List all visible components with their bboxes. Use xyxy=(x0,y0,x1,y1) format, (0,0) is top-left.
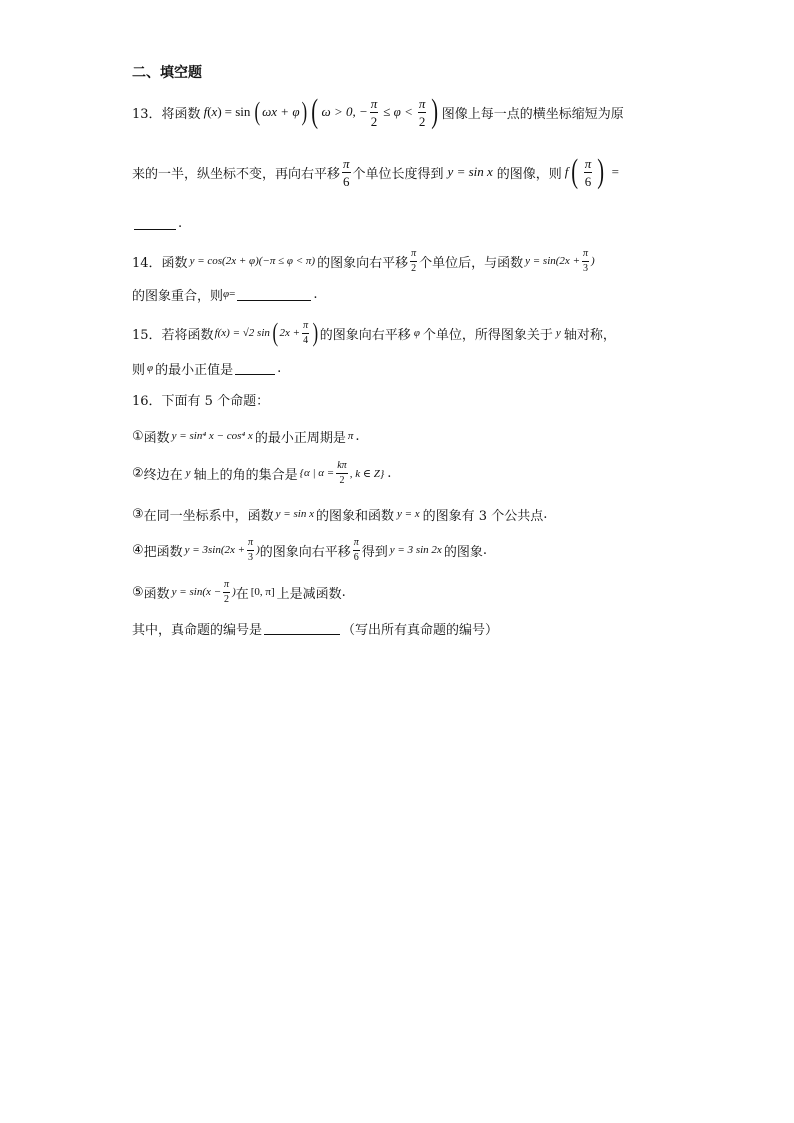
q15-number: 15． xyxy=(132,327,162,343)
q16-item-3: ③ 在同一坐标系中，函数 y = sin x 的图象和函数 y = x 的图象有 3 个公共点 . xyxy=(132,506,548,524)
fraction-pi-over-3: $\frac{\pi}{3}$ xyxy=(248,536,254,563)
answer-blank-q14[interactable] xyxy=(237,288,311,301)
fraction-pi-over-6: $\frac{\pi}{6}$ xyxy=(343,155,350,189)
q13-line2: 来的一半，纵坐标不变，再向右平移 $\frac{\pi}{6}$ 个单位长度得到 y = sin x 的图像，则 f ( $\frac{\pi}{6}$ ) = xyxy=(132,152,619,190)
fraction-pi-over-2: $\frac{\pi}{2}$ xyxy=(224,578,230,605)
fraction-pi-over-6: $\frac{\pi}{6}$ xyxy=(584,155,592,189)
answer-blank-q16[interactable] xyxy=(264,622,340,635)
q15-line2: 则 φ 的最小正值是 . xyxy=(132,360,282,378)
answer-blank-q15[interactable] xyxy=(235,362,275,375)
q16-item-4: ④ 把函数 y = 3sin(2x + $\frac{\pi}{3}$ ) 的图象向右平移 $\frac{\pi}{6}$ 得到 y = 3 sin 2x 的图象 . xyxy=(132,536,487,563)
q13-line3: . xyxy=(132,214,182,232)
fraction-pi-over-2: $\frac{\pi}{2}$ xyxy=(370,95,378,129)
q14-line1: 14． 函数 y = cos(2x + φ)(−π ≤ φ < π) 的图象向右平移 $\frac{\pi}{2}$ 个单位后，与函数 y = sin(2x + $\frac{\pi}{3}$ ) xyxy=(132,247,595,274)
answer-blank-q13[interactable] xyxy=(134,217,176,230)
q16-item-2: ② 终边在 y 轴上的角的集合是 {α | α = $\frac{k\pi}{2}$ , k ∈ Z} . xyxy=(132,459,392,486)
q13-number: 13． xyxy=(132,106,162,122)
fraction-pi-over-2: $\frac{\pi}{2}$ xyxy=(418,95,426,129)
fraction-kpi-over-2: $\frac{k\pi}{2}$ xyxy=(337,459,347,486)
q16-intro: 16． 下面有 5 个命题： xyxy=(132,389,269,409)
q15-line1: 15． 若将函数 f(x) = √2 sin ( 2x + $\frac{\pi}{4}$ ) 的图象向右平移 φ 个单位，所得图象关于 y 轴对称， xyxy=(132,318,616,348)
q14-number: 14． xyxy=(132,255,162,271)
q13-line1: 13． 将函数 f ( x ) = sin ( ωx + φ ) ( ω > 0, − $\frac{\pi}{2}$ ≤ φ < $\frac{\pi}{2}$ ) 图像上每一点的横坐标缩短为原 xyxy=(132,92,624,130)
section-title: 二、填空题 xyxy=(132,65,202,81)
fraction-pi-over-3: $\frac{\pi}{3}$ xyxy=(583,247,589,274)
q16-item-1: ① 函数 y = sin⁴ x − cos⁴ x 的最小正周期是 π . xyxy=(132,428,360,446)
q16-item-5: ⑤ 函数 y = sin(x − $\frac{\pi}{2}$ ) 在 [0, π] 上是减函数 . xyxy=(132,578,346,605)
q16-number: 16． xyxy=(132,393,162,409)
q16-outro: 其中，真命题的编号是 （写出所有真命题的编号） xyxy=(132,622,499,638)
fraction-pi-over-4: $\frac{\pi}{4}$ xyxy=(303,319,309,346)
fraction-pi-over-2: $\frac{\pi}{2}$ xyxy=(411,247,417,274)
fraction-pi-over-6: $\frac{\pi}{6}$ xyxy=(353,536,359,563)
q14-line2: 的图象重合，则 φ = . xyxy=(132,286,318,304)
